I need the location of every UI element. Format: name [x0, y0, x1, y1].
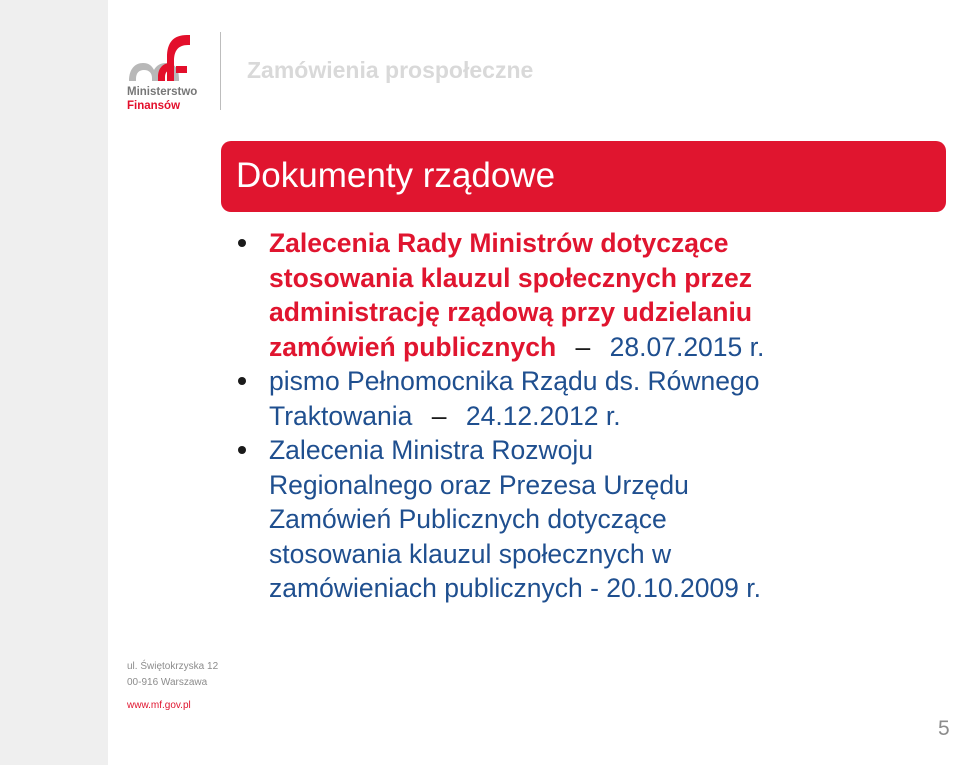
bullet-2-dash: –: [431, 400, 447, 431]
bullet-1-line-1: Zalecenia Rady Ministrów dotyczące: [269, 228, 729, 258]
page-header-title: Zamówienia prospołeczne: [247, 57, 534, 83]
bullet-1-line-3: administrację rządową przy udzielaniu: [269, 297, 753, 327]
footer-address-line-1: ul. Świętokrzyska 12: [127, 661, 219, 672]
bullet-2-line-2: Traktowania: [269, 400, 413, 431]
bullet-icon: [238, 377, 246, 385]
left-gray-band: [0, 0, 108, 765]
bullet-2-line-1: pismo Pełnomocnika Rządu ds. Równego: [269, 366, 760, 396]
footer-address: [127, 659, 218, 691]
header-divider: [220, 32, 221, 110]
bullet-3-line-5: zamówieniach publicznych - 20.10.2009 r.: [269, 573, 762, 603]
bullet-1-line-2: stosowania klauzul społecznych przez: [269, 262, 753, 293]
logo-line-1: Ministerstwo: [127, 86, 198, 98]
footer-address-line-2: 00-916 Warszawa: [127, 677, 208, 688]
bullet-3-line-3: Zamówień Publicznych dotyczące: [269, 504, 667, 534]
bullet-3-line-1: Zalecenia Ministra Rozwoju: [269, 435, 594, 465]
bullet-list: [238, 226, 938, 606]
footer-website-link[interactable]: www.mf.gov.pl: [127, 700, 191, 711]
page-number: 5: [938, 717, 950, 740]
bullet-3-line-2: Regionalnego oraz Prezesa Urzędu: [269, 469, 689, 500]
bullet-1-line-4: zamówień publicznych: [269, 331, 557, 362]
bullet-1-dash: –: [575, 331, 591, 362]
bullet-2-date: 24.12.2012 r.: [465, 400, 621, 431]
bullet-3-line-4: stosowania klauzul społecznych w: [269, 538, 672, 569]
bullet-item-1: [238, 226, 938, 364]
bullet-item-3: [238, 433, 938, 606]
bullet-1-date: 28.07.2015 r.: [609, 331, 765, 362]
section-title: Dokumenty rządowe: [236, 156, 556, 195]
bullet-icon: [238, 239, 246, 247]
bullet-item-2: [238, 364, 938, 433]
logo-wordmark: [127, 85, 197, 113]
logo-line-2: Finansów: [127, 100, 181, 112]
bullet-icon: [238, 446, 246, 454]
